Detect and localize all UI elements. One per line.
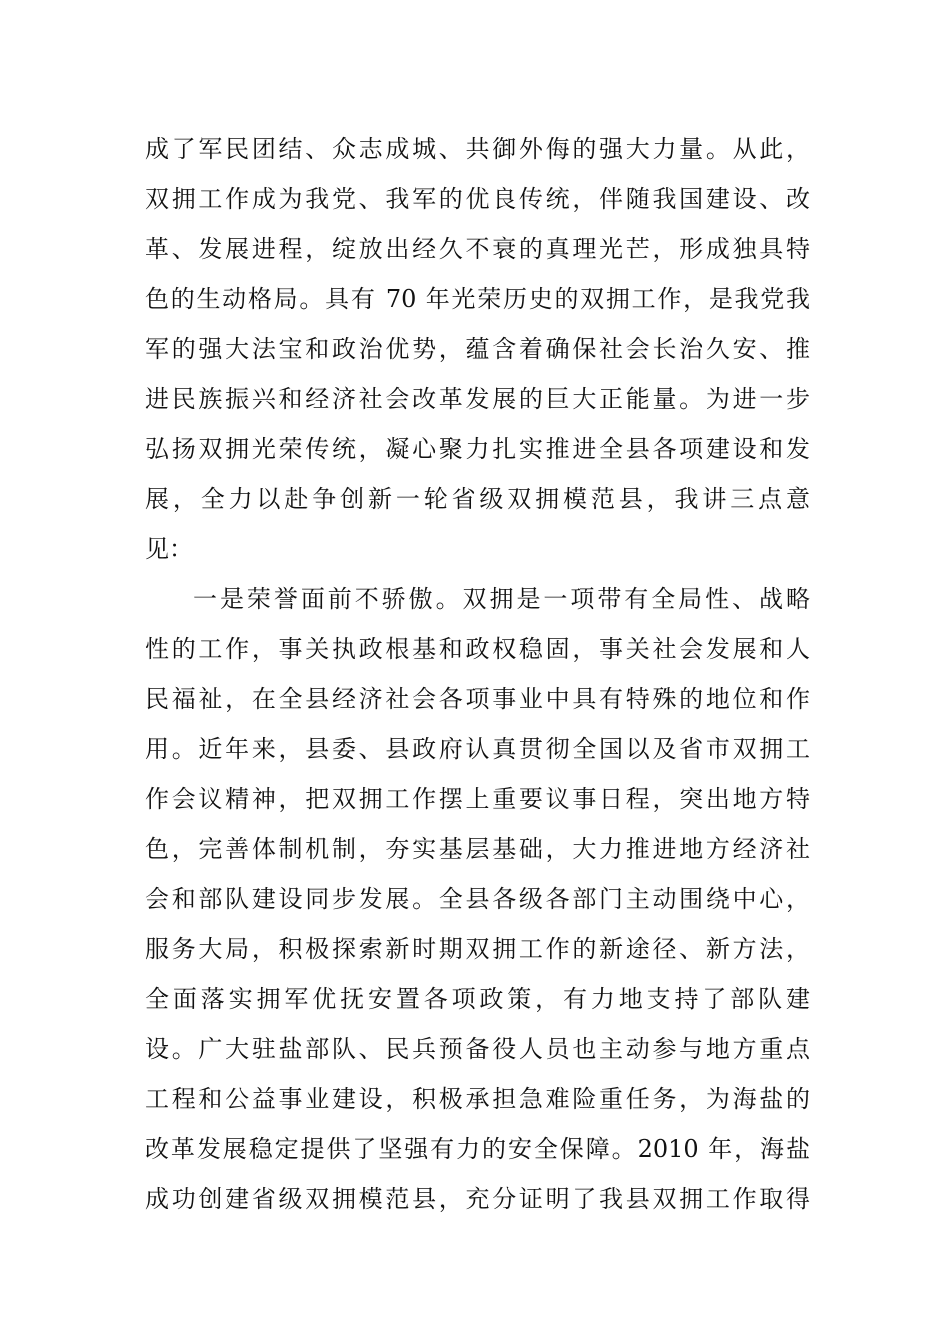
text-line: 性的工作，事关执政根基和政权稳固，事关社会发展和人 [145, 635, 810, 663]
text-line: 会和部队建设同步发展。全县各级各部门主动围绕中心， [145, 885, 810, 913]
text-line: 色的生动格局。具有 70 年光荣历史的双拥工作，是我党我 [145, 285, 810, 313]
paragraph-start-line: 一是荣誉面前不骄傲。双拥是一项带有全局性、战略 [193, 585, 810, 613]
text-line: 成功创建省级双拥模范县，充分证明了我县双拥工作取得 [145, 1185, 810, 1213]
text-line: 双拥工作成为我党、我军的优良传统，伴随我国建设、改 [145, 185, 810, 213]
text-line: 革、发展进程，绽放出经久不衰的真理光芒，形成独具特 [145, 235, 810, 263]
body-text [145, 124, 810, 1224]
text-line: 弘扬双拥光荣传统，凝心聚力扎实推进全县各项建设和发 [145, 435, 810, 463]
text-line: 成了军民团结、众志成城、共御外侮的强大力量。从此， [145, 135, 810, 163]
text-line: 设。广大驻盐部队、民兵预备役人员也主动参与地方重点 [145, 1035, 810, 1063]
text-line: 进民族振兴和经济社会改革发展的巨大正能量。为进一步 [145, 385, 810, 413]
text-line: 作会议精神，把双拥工作摆上重要议事日程，突出地方特 [145, 785, 810, 813]
text-line: 展，全力以赴争创新一轮省级双拥模范县，我讲三点意 [145, 485, 810, 513]
text-line: 军的强大法宝和政治优势，蕴含着确保社会长治久安、推 [145, 335, 810, 363]
text-line: 见： [145, 535, 193, 563]
text-line: 服务大局，积极探索新时期双拥工作的新途径、新方法， [145, 935, 810, 963]
text-line: 民福祉，在全县经济社会各项事业中具有特殊的地位和作 [145, 685, 810, 713]
text-line: 色，完善体制机制，夯实基层基础，大力推进地方经济社 [145, 835, 810, 863]
text-line: 改革发展稳定提供了坚强有力的安全保障。2010 年，海盐 [145, 1135, 810, 1163]
text-line: 工程和公益事业建设，积极承担急难险重任务，为海盐的 [145, 1085, 810, 1113]
text-line: 全面落实拥军优抚安置各项政策，有力地支持了部队建 [145, 985, 810, 1013]
text-line: 用。近年来，县委、县政府认真贯彻全国以及省市双拥工 [145, 735, 810, 763]
